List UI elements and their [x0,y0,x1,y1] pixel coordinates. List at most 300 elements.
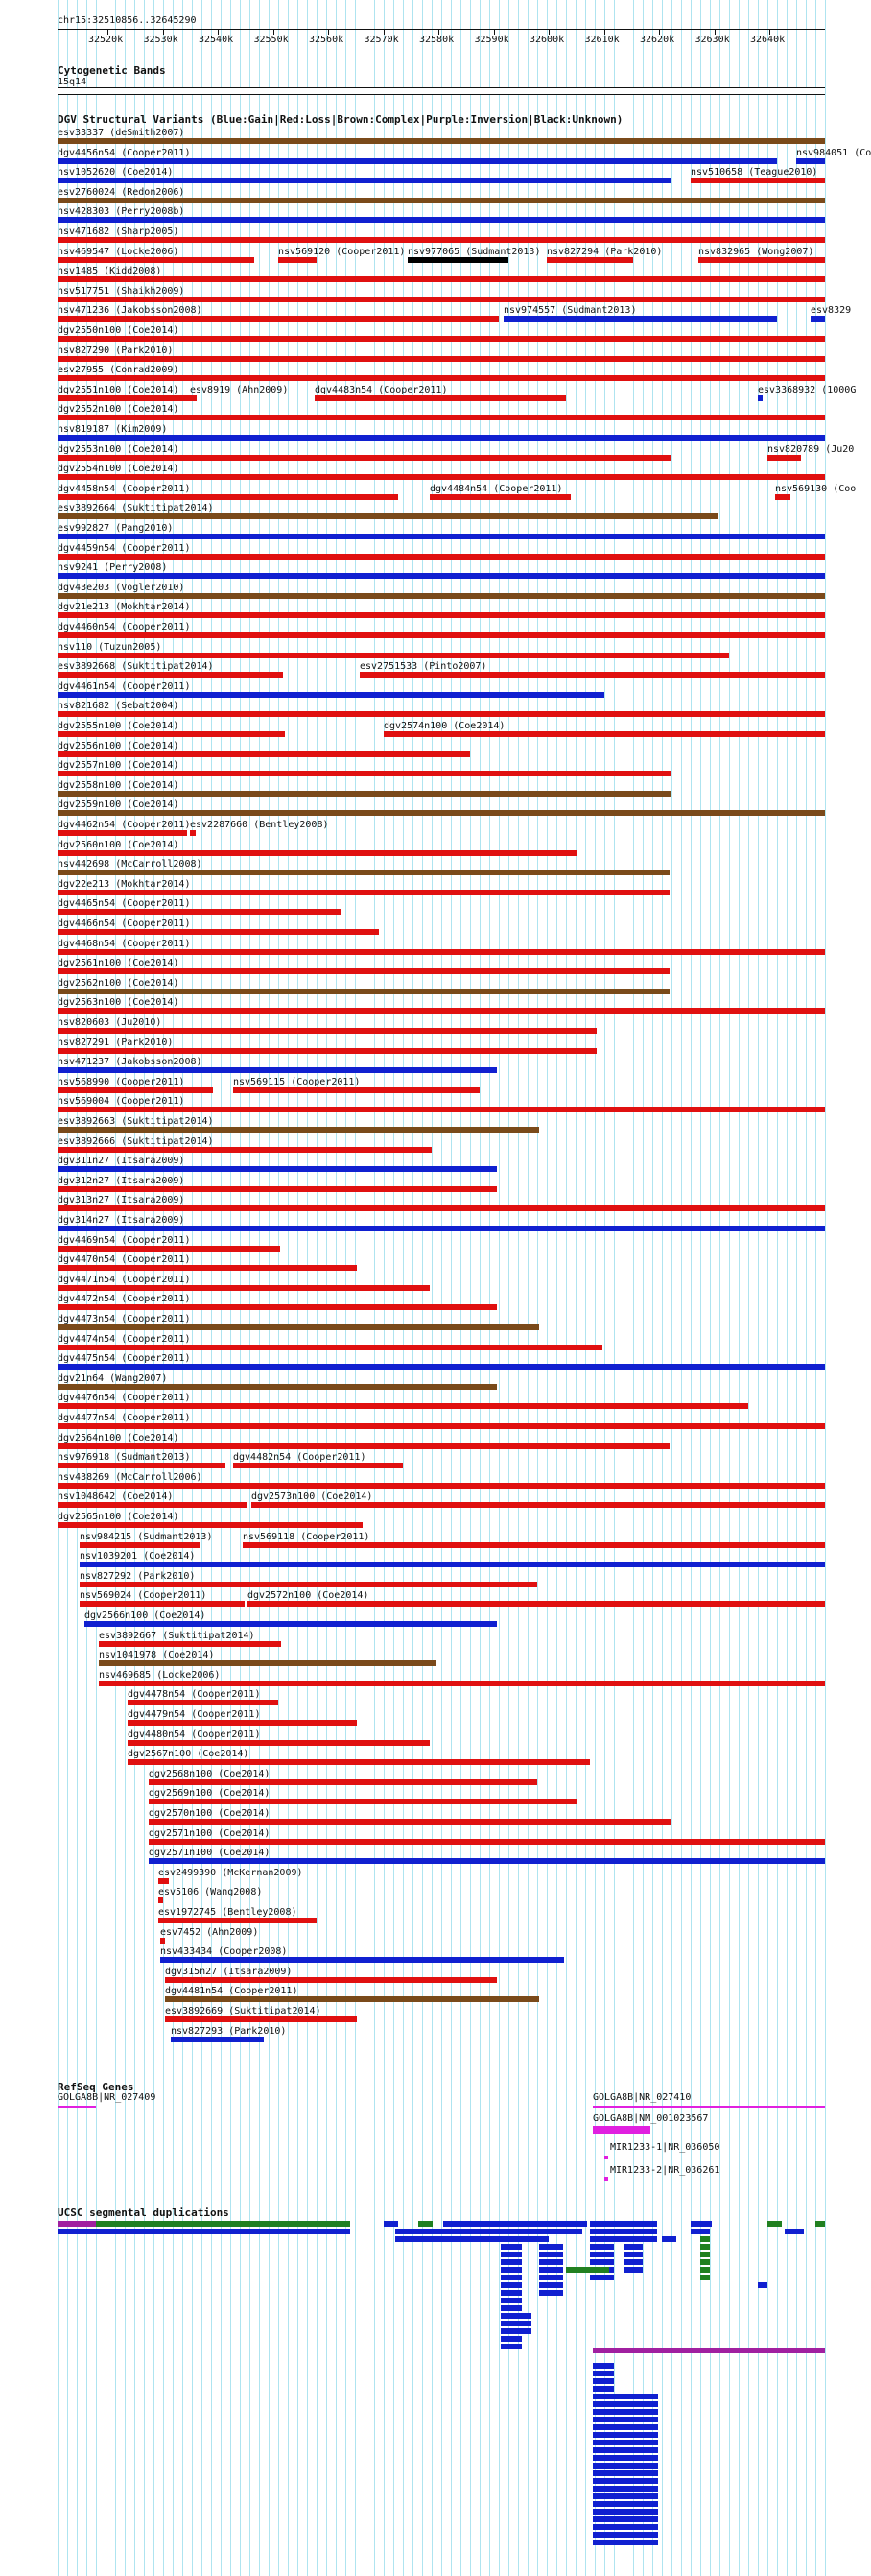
variant-label: dgv2553n100 (Coe2014) [58,443,179,455]
variant-label: dgv2574n100 (Coe2014) [384,721,506,731]
segdup-block[interactable] [593,2371,614,2376]
variant-label: nsv827294 (Park2010) [547,246,663,257]
variant-bar[interactable] [58,237,825,243]
segdup-block[interactable] [593,2532,614,2538]
variant-bar[interactable] [360,672,825,678]
variant-label: nsv984051 (Co [796,147,871,158]
variant-bar[interactable] [58,593,825,599]
variant-bar[interactable] [58,1443,670,1449]
segdup-block[interactable] [691,2221,712,2227]
variant-bar[interactable] [128,1759,590,1765]
variant-label: esv3892664 (Suktitipat2014) [58,503,214,514]
variant-bar[interactable] [58,771,671,776]
segdup-block[interactable] [539,2290,563,2296]
variant-bar[interactable] [58,1226,825,1231]
variant-bar[interactable] [504,316,777,322]
segdup-block[interactable] [566,2267,609,2273]
segdup-block[interactable] [624,2259,643,2265]
refseq-gene-2[interactable] [593,2106,825,2108]
variant-label: nsv110 (Tuzun2005) [58,641,162,653]
segdup-block[interactable] [501,2298,522,2303]
segdup-block[interactable] [590,2259,614,2265]
segdup-block[interactable] [593,2540,614,2545]
variant-bar[interactable] [430,494,571,500]
variant-label: nsv1052620 (Coe2014) [58,167,174,179]
variant-bar[interactable] [796,158,825,164]
segdup-block[interactable] [700,2275,710,2280]
variant-bar[interactable] [58,731,285,737]
refseq-label-3: GOLGA8B|NM_001023567 [593,2113,709,2124]
segdup-block[interactable] [501,2344,522,2349]
variant-bar[interactable] [58,672,283,678]
variant-bar[interactable] [58,1502,247,1508]
grid-line [595,0,596,2576]
segdup-block[interactable] [58,2229,144,2234]
segdup-block[interactable] [612,2409,658,2415]
segdup-block[interactable] [593,2386,614,2392]
grid-line [739,0,740,2576]
variant-bar[interactable] [58,534,825,539]
variant-label: nsv9241 (Perry2008) [58,562,168,574]
segdup-block[interactable] [395,2229,582,2234]
segdup-block[interactable] [593,2348,825,2353]
variant-bar[interactable] [58,692,604,698]
variant-bar[interactable] [99,1660,436,1666]
variant-label: dgv2557n100 (Coe2014) [58,760,179,772]
variant-bar[interactable] [278,257,317,263]
variant-bar[interactable] [58,494,398,500]
variant-bar[interactable] [58,1345,602,1350]
variant-bar[interactable] [80,1542,200,1548]
variant-bar[interactable] [80,1582,537,1587]
variant-bar[interactable] [99,1641,281,1647]
variant-bar[interactable] [128,1720,357,1726]
segdup-block[interactable] [593,2470,614,2476]
segdup-block[interactable] [612,2463,658,2469]
segdup-block[interactable] [593,2378,614,2384]
segdup-block[interactable] [501,2267,522,2273]
segdup-block[interactable] [58,2221,96,2227]
segdup-block[interactable] [612,2493,658,2499]
segdup-block[interactable] [418,2221,433,2227]
variant-bar[interactable] [58,435,825,441]
segdup-block[interactable] [612,2478,658,2484]
variant-label: nsv569120 (Cooper2011) [278,246,406,257]
variant-bar[interactable] [58,1403,748,1409]
variant-bar[interactable] [58,870,670,875]
variant-bar[interactable] [58,711,825,717]
segdup-block[interactable] [593,2432,614,2438]
variant-label: nsv1048642 (Coe2014) [58,1491,174,1503]
variant-bar[interactable] [811,316,825,322]
variant-label: nsv569004 (Cooper2011) [58,1096,185,1108]
segdup-block[interactable] [539,2282,563,2288]
segdup-block[interactable] [785,2229,804,2234]
variant-bar[interactable] [58,1028,597,1034]
segdup-block[interactable] [612,2509,658,2515]
variant-bar[interactable] [58,1285,430,1291]
variant-bar[interactable] [58,968,670,974]
variant-bar[interactable] [58,573,825,579]
segdup-block[interactable] [815,2221,825,2227]
ruler-tick-label: 32560k [309,35,344,45]
variant-label: dgv2571n100 (Coe2014) [149,1827,271,1839]
variant-label: dgv2555n100 (Coe2014) [58,721,179,731]
variant-bar[interactable] [58,316,499,322]
variant-bar[interactable] [58,830,187,836]
variant-label: nsv976918 (Sudmant2013) [58,1452,191,1464]
segdup-block[interactable] [700,2259,710,2265]
segdup-block[interactable] [593,2493,614,2499]
variant-label: dgv4476n54 (Cooper2011) [58,1393,191,1404]
segdup-block[interactable] [539,2252,563,2257]
variant-bar[interactable] [767,455,801,461]
variant-bar[interactable] [190,830,196,836]
segdup-block[interactable] [700,2267,710,2273]
variant-bar[interactable] [58,513,718,519]
segdup-block[interactable] [612,2424,658,2430]
variant-label: dgv4480n54 (Cooper2011) [128,1729,261,1740]
variant-bar[interactable] [58,178,671,183]
variant-label: nsv442698 (McCarroll2008) [58,859,202,871]
variant-bar[interactable] [58,455,671,461]
variant-bar[interactable] [233,1087,480,1093]
variant-bar[interactable] [58,1087,213,1093]
segdup-block[interactable] [612,2394,658,2399]
variant-bar[interactable] [547,257,633,263]
segdup-block[interactable] [501,2290,522,2296]
segdup-block[interactable] [612,2470,658,2476]
grid-line [576,0,577,2576]
variant-bar[interactable] [58,138,825,144]
segdup-block[interactable] [758,2282,767,2288]
cytoband-bar[interactable] [58,87,825,95]
variant-label: dgv4468n54 (Cooper2011) [58,938,191,949]
variant-label: dgv2572n100 (Coe2014) [247,1590,369,1602]
variant-label: nsv469685 (Locke2006) [99,1669,221,1681]
variant-bar[interactable] [58,375,825,381]
variant-label: nsv510658 (Teague2010) [691,167,818,179]
segdup-block[interactable] [144,2221,350,2227]
variant-label: nsv832965 (Wong2007) [698,246,814,257]
refseq-label-5: MIR1233-2|NR_036261 [610,2165,720,2176]
variant-bar[interactable] [58,1423,825,1429]
variant-bar[interactable] [99,1681,825,1686]
segdup-block[interactable] [501,2282,522,2288]
variant-bar[interactable] [58,909,341,915]
variant-label: dgv2559n100 (Coe2014) [58,799,179,811]
variant-bar[interactable] [84,1621,497,1627]
variant-bar[interactable] [149,1858,825,1864]
segdup-block[interactable] [612,2540,658,2545]
variant-bar[interactable] [384,731,825,737]
variant-label: dgv4472n54 (Cooper2011) [58,1294,191,1305]
variant-bar[interactable] [233,1463,403,1468]
segdup-block[interactable] [590,2236,657,2242]
ruler-tick-label: 32580k [419,35,455,45]
segdup-block[interactable] [590,2275,614,2280]
segdup-block[interactable] [593,2440,614,2445]
variant-bar[interactable] [58,1324,539,1330]
grid-line [489,0,490,2576]
variant-label: dgv2571n100 (Coe2014) [149,1848,271,1859]
variant-bar[interactable] [58,276,825,282]
segdup-block[interactable] [518,2321,531,2326]
variant-label: nsv819187 (Kim2009) [58,424,168,435]
variant-label: dgv2556n100 (Coe2014) [58,740,179,751]
variant-label: nsv569024 (Cooper2011) [80,1590,207,1602]
variant-bar[interactable] [165,1977,497,1983]
variant-bar[interactable] [58,198,825,203]
variant-bar[interactable] [58,217,825,223]
variant-bar[interactable] [698,257,825,263]
variant-bar[interactable] [58,158,777,164]
segdup-block[interactable] [518,2328,531,2334]
segdup-block[interactable] [767,2221,782,2227]
variant-bar[interactable] [58,1364,825,1370]
variant-bar[interactable] [149,1819,671,1825]
grid-line [566,0,567,2576]
variant-label: dgv4477n54 (Cooper2011) [58,1413,191,1423]
variant-bar[interactable] [149,1839,825,1845]
variant-bar[interactable] [58,336,825,342]
variant-bar[interactable] [58,1483,825,1489]
variant-bar[interactable] [58,356,825,362]
variant-bar[interactable] [58,949,825,955]
grid-line [604,0,605,2576]
variant-bar[interactable] [247,1601,825,1607]
variant-label: nsv977065 (Sudmant2013) [408,246,541,257]
variant-label: esv3368932 (1000G [758,384,857,395]
segdup-block[interactable] [395,2236,549,2242]
variant-bar[interactable] [171,2037,264,2042]
segdup-block[interactable] [612,2417,658,2422]
segdup-block[interactable] [144,2229,350,2234]
variant-bar[interactable] [58,415,825,420]
variant-bar[interactable] [58,751,470,757]
segdup-block[interactable] [662,2236,676,2242]
segdup-block[interactable] [691,2229,710,2234]
segdup-block[interactable] [700,2252,710,2257]
variant-bar[interactable] [80,1562,825,1567]
variant-label: esv33337 (deSmith2007) [58,128,185,138]
segdup-block[interactable] [539,2275,563,2280]
variant-label: esv8329 [811,305,852,317]
variant-bar[interactable] [58,1008,825,1014]
variant-bar[interactable] [160,1938,165,1944]
segdup-block[interactable] [384,2221,398,2227]
segdup-block[interactable] [612,2486,658,2492]
variant-bar[interactable] [58,1265,357,1271]
refseq-gene-1[interactable] [58,2106,96,2108]
segdup-block[interactable] [612,2401,658,2407]
segdup-block[interactable] [612,2501,658,2507]
variant-bar[interactable] [58,850,577,856]
grid-line [460,0,461,2576]
segdup-block[interactable] [593,2417,614,2422]
segdup-block[interactable] [612,2455,658,2461]
segdup-block[interactable] [593,2363,614,2369]
variant-bar[interactable] [251,1502,825,1508]
variant-bar[interactable] [165,2016,357,2022]
segdup-block[interactable] [590,2221,657,2227]
variant-bar[interactable] [149,1779,537,1785]
segdup-block[interactable] [501,2252,522,2257]
variant-bar[interactable] [58,1186,497,1192]
variant-label: dgv4479n54 (Cooper2011) [128,1709,261,1720]
variant-bar[interactable] [58,612,825,618]
segdup-block[interactable] [593,2424,614,2430]
refseq-gene-5[interactable] [604,2177,608,2181]
segdup-block[interactable] [96,2221,144,2227]
variant-bar[interactable] [58,474,825,480]
segdup-block[interactable] [593,2409,614,2415]
variant-bar[interactable] [58,1246,280,1252]
segdup-block[interactable] [624,2252,643,2257]
segdup-block[interactable] [593,2486,614,2492]
variant-label: dgv4465n54 (Cooper2011) [58,898,191,910]
segdup-block[interactable] [539,2267,563,2273]
variant-bar[interactable] [58,632,825,638]
segdup-block[interactable] [624,2267,643,2273]
variant-bar[interactable] [58,1205,825,1211]
variant-label: dgv311n27 (Itsara2009) [58,1156,185,1167]
variant-bar[interactable] [58,1107,825,1112]
segdup-block[interactable] [593,2509,614,2515]
segdup-block[interactable] [501,2244,522,2250]
variant-bar[interactable] [58,1127,539,1133]
ruler-axis[interactable] [58,29,825,30]
variant-label: dgv22e213 (Mokhtar2014) [58,878,191,890]
variant-label: esv3892668 (Suktitipat2014) [58,661,214,673]
ruler-tick-label: 32630k [694,35,730,45]
segdup-block[interactable] [612,2432,658,2438]
grid-line [729,0,730,2576]
variant-bar[interactable] [58,395,197,401]
refseq-gene-4[interactable] [604,2156,608,2159]
segdup-block[interactable] [593,2401,614,2407]
segdup-block[interactable] [700,2236,710,2242]
grid-line [719,0,720,2576]
variant-bar[interactable] [58,1304,497,1310]
variant-label: nsv820603 (Ju2010) [58,1017,162,1028]
variant-label: esv2760024 (Redon2006) [58,186,185,198]
segdup-block[interactable] [593,2524,614,2530]
variant-bar[interactable] [190,395,196,401]
variant-bar[interactable] [149,1799,577,1804]
grid-line [710,0,711,2576]
ruler-tick-label: 32530k [143,35,178,45]
variant-bar[interactable] [80,1601,245,1607]
variant-bar[interactable] [58,1048,597,1054]
segdup-block[interactable] [539,2244,563,2250]
segdup-block[interactable] [612,2447,658,2453]
variant-bar[interactable] [128,1700,278,1705]
variant-label: nsv821682 (Sebat2004) [58,701,179,712]
segdup-block[interactable] [700,2244,710,2250]
variant-bar[interactable] [58,653,729,658]
variant-bar[interactable] [58,554,825,560]
variant-bar[interactable] [58,297,825,302]
segdup-block[interactable] [612,2532,658,2538]
refseq-gene-3[interactable] [593,2126,650,2134]
segdup-block[interactable] [612,2440,658,2445]
variant-bar[interactable] [243,1542,825,1548]
variant-bar[interactable] [158,1878,169,1884]
variant-bar[interactable] [758,395,763,401]
variant-bar[interactable] [408,257,508,263]
variant-bar[interactable] [775,494,790,500]
segdup-block[interactable] [501,2305,522,2311]
grid-line [614,0,615,2576]
variant-label: dgv2564n100 (Coe2014) [58,1432,179,1443]
variant-bar[interactable] [58,929,379,935]
variant-label: dgv2566n100 (Coe2014) [84,1610,206,1621]
segdup-block[interactable] [612,2524,658,2530]
variant-bar[interactable] [58,1463,225,1468]
segdup-block[interactable] [593,2394,614,2399]
variant-label: dgv4460n54 (Cooper2011) [58,622,191,632]
segdup-block[interactable] [501,2336,522,2342]
segdup-block[interactable] [593,2516,614,2522]
variant-bar[interactable] [58,1166,497,1172]
cytoband-label: 15q14 [58,77,87,87]
position-label: chr15:32510856..32645290 [58,15,197,26]
variant-bar[interactable] [58,257,254,263]
variant-bar[interactable] [58,989,670,994]
variant-bar[interactable] [58,1384,497,1390]
variant-bar[interactable] [58,1522,363,1528]
refseq-label-2: GOLGA8B|NR_027410 [593,2092,692,2103]
segdup-block[interactable] [593,2455,614,2461]
variant-label: esv992827 (Pang2010) [58,523,174,534]
segdup-block[interactable] [501,2275,522,2280]
variant-bar[interactable] [691,178,825,183]
variant-bar[interactable] [165,1996,539,2002]
variant-bar[interactable] [158,1897,163,1903]
segdup-block[interactable] [518,2313,531,2319]
segdup-block[interactable] [501,2259,522,2265]
variant-bar[interactable] [58,1147,432,1153]
segdup-block[interactable] [590,2252,614,2257]
variant-bar[interactable] [58,810,825,816]
variant-label: nsv1039201 (Coe2014) [80,1551,196,1562]
variant-bar[interactable] [128,1740,430,1746]
segdup-block[interactable] [612,2516,658,2522]
variant-bar[interactable] [315,395,566,401]
segdup-block[interactable] [593,2478,614,2484]
segdup-block[interactable] [624,2244,643,2250]
variant-label: dgv2560n100 (Coe2014) [58,839,179,850]
segdup-block[interactable] [443,2221,587,2227]
variant-label: nsv469547 (Locke2006) [58,246,179,257]
segdup-block[interactable] [590,2244,614,2250]
variant-bar[interactable] [58,791,671,797]
ruler-tick-label: 32520k [88,35,124,45]
segdup-block[interactable] [593,2501,614,2507]
segdup-block[interactable] [593,2447,614,2453]
variant-bar[interactable] [158,1918,317,1923]
variant-bar[interactable] [58,1067,497,1073]
variant-label: dgv43e203 (Vogler2010) [58,582,185,593]
segdup-block[interactable] [539,2259,563,2265]
variant-bar[interactable] [58,890,670,895]
segdup-block[interactable] [590,2229,657,2234]
variant-label: nsv471236 (Jakobsson2008) [58,305,202,317]
segdup-block[interactable] [593,2463,614,2469]
variant-bar[interactable] [160,1957,564,1963]
variant-label: dgv4458n54 (Cooper2011) [58,483,191,494]
